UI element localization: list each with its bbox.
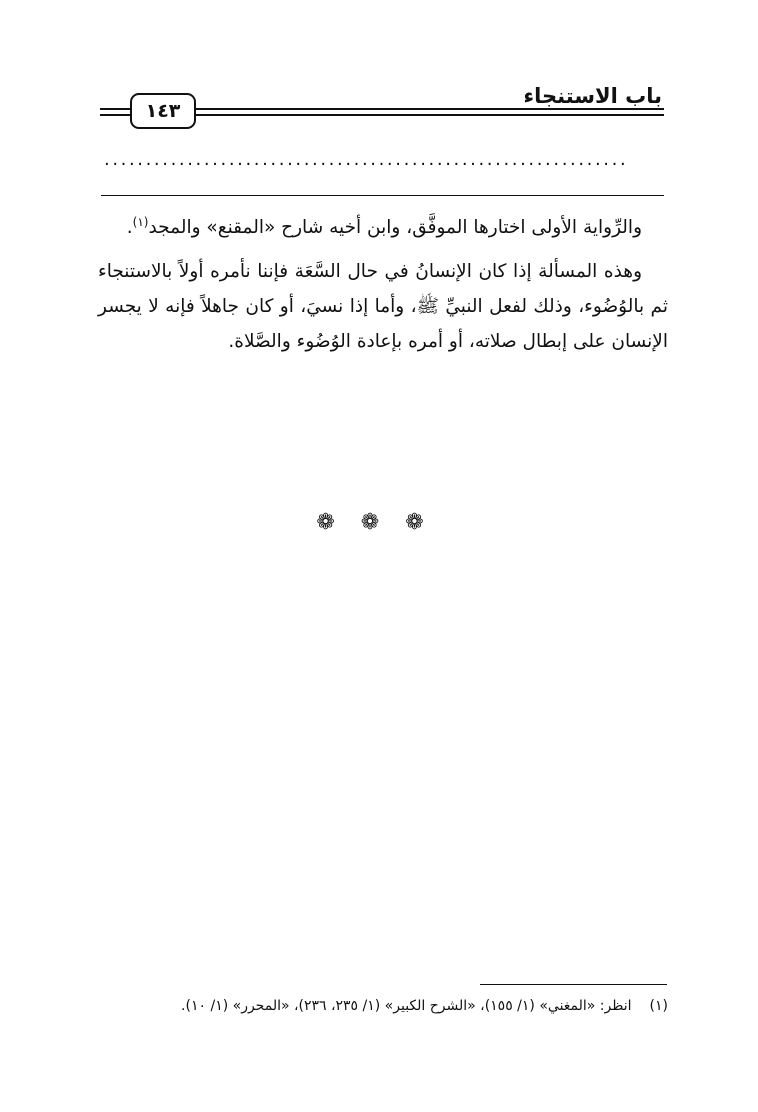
footnote-rule [480,984,667,985]
header-rule-right-top [190,108,664,110]
paragraph-1-trailing: . [126,217,133,238]
ornament-icon: ❁ [360,510,398,535]
paragraph-1-text: والرِّواية الأولى اختارها الموفَّق، وابن أخيه شارح «المقنع» والمجد [148,217,642,238]
section-separator [0,510,758,535]
paragraph-2 [98,254,668,359]
chapter-title: باب الاستنجاء [523,84,662,108]
header-rule-right-bottom [190,114,664,116]
page-number [130,93,196,129]
paragraph-1 [98,210,668,245]
header-rule-left-top [100,108,132,110]
footnote-number: (١) [649,998,668,1014]
content-divider [101,195,664,196]
ornament-icon: ❁ [316,510,353,535]
body-text [98,210,668,368]
footnote [181,998,668,1014]
paragraph-2-text: وهذه المسألة إذا كان الإنسانُ في حال السَّعَة فإننا نأمره أولاً بالاستنجاء ثم بالوُضُوء، وذلك لفعل النبيِّ ﷺ، وأما إذا نسيَ، أو كان جاهلاً فإنه لا يجسر الإنسان على إبطال صلاته، أو أمره بإعادة الوُضُوء والصَّلاة. [98,261,668,352]
page-number-text: ١٤٣ [145,100,181,122]
dotted-line: ............................................................... [104,150,629,170]
ornament-icon: ❁ [405,510,442,535]
footnote-reference[interactable]: (١) [132,214,149,229]
footnote-text: انظر: «المغني» (١/ ١٥٥)، «الشرح الكبير» (١/ ٢٣٥، ٢٣٦)، «المحرر» (١/ ١٠). [181,998,632,1014]
header-rule-left-bottom [100,114,132,116]
